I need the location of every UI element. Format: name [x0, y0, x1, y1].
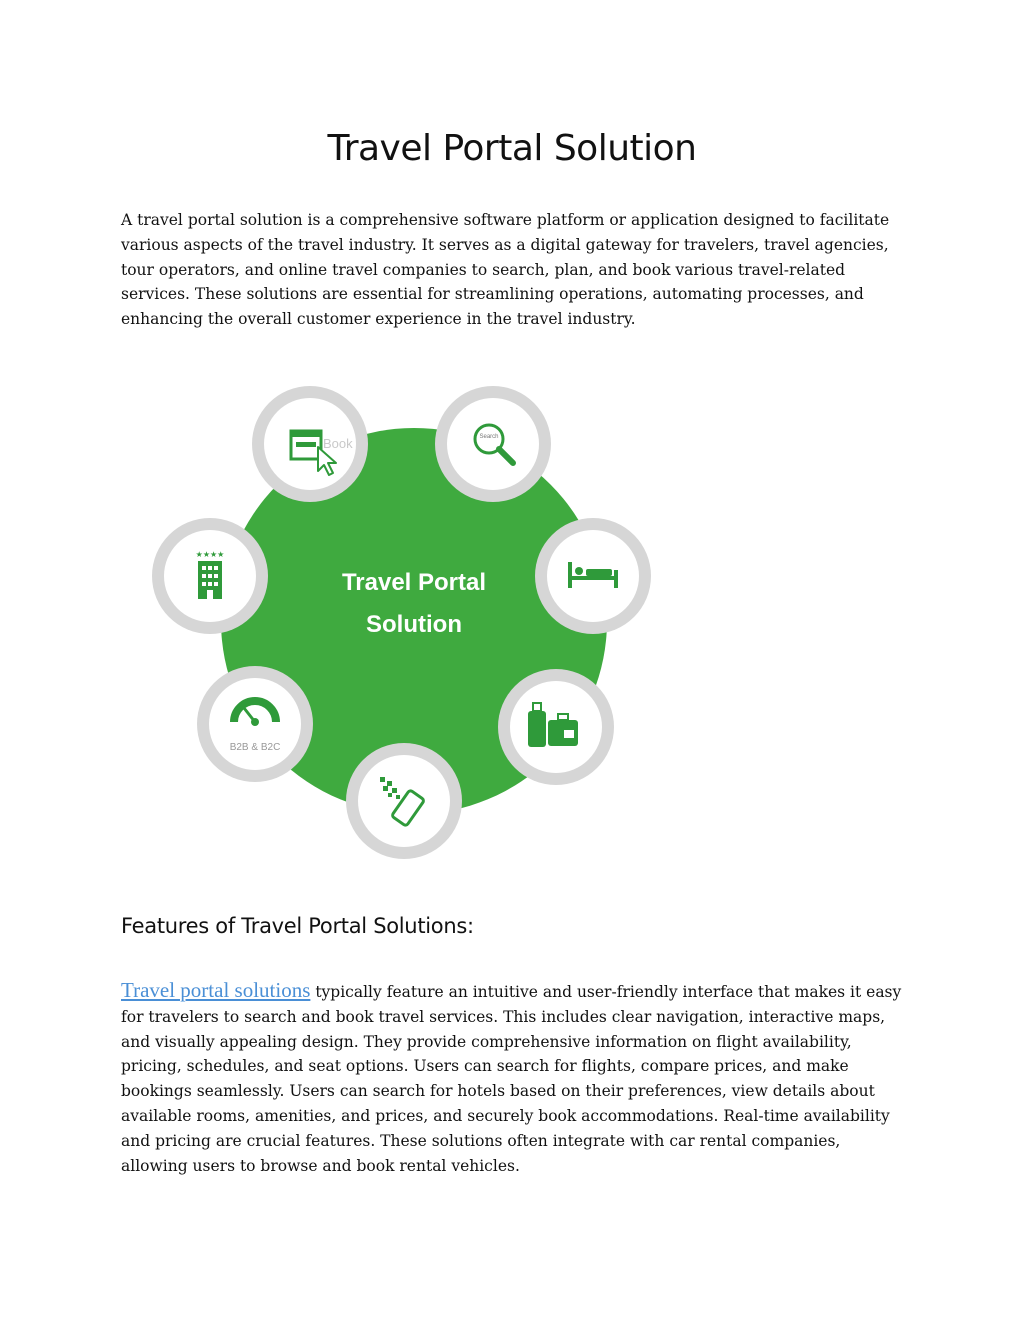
intro-paragraph: A travel portal solution is a comprehensive software platform or application designed to facilitate various aspects of the travel industry. It serves as a digital gateway for travelers, travel agencies, tour operators, and online travel companies to search, plan, and book various travel-related services. These solutions are essential for streamlining operations, automating processes, and enhancing the overall customer experience in the travel industry. [121, 211, 890, 329]
search-node [435, 386, 551, 502]
luggage-node [498, 669, 614, 785]
features-heading: Features of Travel Portal Solutions: [121, 914, 474, 938]
hotel-node [152, 518, 268, 634]
search-label: Search [479, 434, 499, 440]
b2b-node [197, 666, 313, 782]
features-body-text: typically feature an intuitive and user-friendly interface that makes it easy for travelers to search and book travel services. This includes clear navigation, interactive maps, and visually appealing design. They provide comprehensive information on flight availability, pricing, schedules, and seat options. Users can search for flights, compare prices, and make bookings seamlessly. Users can search for hotels based on their preferences, view details about available rooms, amenities, and prices, and securely book accommodations. Real-time availability and pricing are crucial features. These solutions often integrate with car rental companies, allowing users to browse and book rental vehicles. [121, 983, 902, 1175]
book-label: Book [323, 436, 353, 451]
svg-text:★★★★: ★★★★ [195, 550, 225, 559]
b2b-label: B2B & B2C [229, 742, 281, 753]
page-title: Travel Portal Solution [327, 128, 697, 169]
travel-portal-diagram [140, 376, 660, 866]
travel-portal-solutions-link[interactable]: Travel portal solutions [121, 978, 311, 1002]
features-paragraph [121, 978, 911, 1178]
bed-node [535, 518, 651, 634]
center-title-line2: Solution [366, 611, 462, 638]
hotel-building-icon [196, 550, 225, 599]
center-title-line1: Travel Portal [341, 569, 487, 596]
book-node [252, 386, 368, 502]
mobile-node [346, 743, 462, 859]
